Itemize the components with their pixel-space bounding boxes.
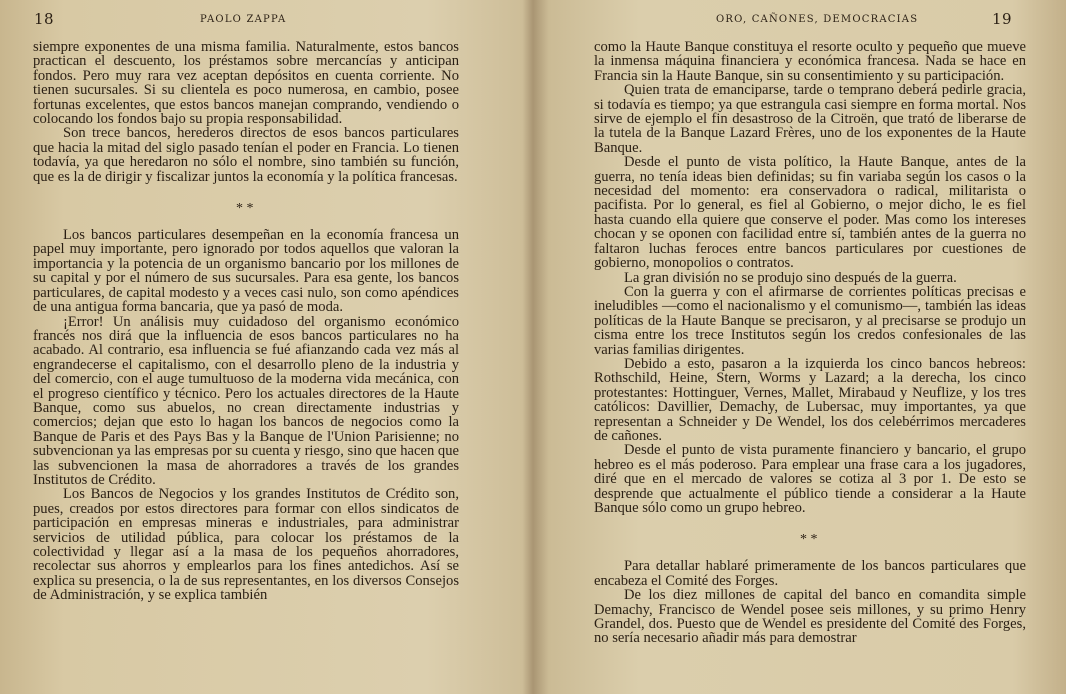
- paragraph: Los Bancos de Negocios y los grandes Institutos de Crédito son, pues, creados por estos directores para formar con ellos sindicatos de participación en empresas mineras e industriales, para administrar servicios de utilidad pública, para colocar los préstamos de la colectividad y llegar así a la masa de los pequeños ahorradores, recolectar sus ahorros y emplearlos para los fines antedichos. Así se explica su presencia, o la de sus representantes, en los diversos Consejos de Administración, y se explica también: [33, 486, 459, 604]
- right-page-body: [594, 40, 1026, 646]
- paragraph: Con la guerra y con el afirmarse de corrientes políticas precisas e ineludibles —como el nacionalismo y el comunismo—, también las ideas políticas de la Haute Banque se precisaron, y al precisarse se produjo un cisma entre los trece Institutos según los credos confesionales de las varias familias dirigentes.: [594, 283, 1026, 358]
- paragraph: Los bancos particulares desempeñan en la economía francesa un papel muy importante, pero ignorado por todos aquellos que valoran la importancia y la potencia de un organismo bancario por los millones de su capital y por el número de sus sucursales. Para esa gente, los bancos particulares, de capital modesto y a veces casi nulo, son como apéndices de una antigua forma bancaria, que ya pasó de moda.: [33, 227, 459, 316]
- paragraph: Desde el punto de vista político, la Haute Banque, antes de la guerra, no tenía ideas bien definidas; su fin variaba según los casos o la necesidad del momento: era conservadora o radical, militarista o pacifista. Por lo general, es fiel al Gobierno, o mejor dicho, le es fiel hasta cuando ella quiere que conserve el poder. Mas como los intereses chocan y se oponen con facilidad entre sí, también antes de la guerra no faltaron luchas feroces entre bancos particulares por cuestiones de gobierno, monopolios o contratos.: [594, 154, 1026, 272]
- paragraph: siempre exponentes de una misma familia. Naturalmente, estos bancos practican el descuento, los préstamos sobre mercancías y anticipan fondos. Pero muy rara vez aceptan depósitos en cuenta corriente. No tienen sucursales. Si su clientela es poco numerosa, en cambio, posee fortunas excelentes, que estos bancos manejan comprando, vendiendo o colocando los fondos bajo su propia responsabilidad.: [33, 39, 459, 128]
- separator-stars: * *: [800, 532, 818, 548]
- paragraph: La gran división no se produjo sino después de la guerra.: [624, 269, 957, 286]
- left-page-body: [33, 40, 459, 603]
- paragraph: De los diez millones de capital del banco en comandita simple Demachy, Francisco de Wendel posee seis millones, y su primo Henry Grandel, dos. Puesto que de Wendel es presidente del Comité des Forges, no sería necesario añadir más para demostrar: [594, 587, 1026, 647]
- left-page: [0, 0, 520, 694]
- running-head-left: PAOLO ZAPPA: [200, 14, 287, 25]
- paragraph: Debido a esto, pasaron a la izquierda los cinco bancos hebreos: Rothschild, Heine, Stern, Worms y Lazard; a la derecha, los cinco protestantes: Hottinguer, Vernes, Mallet, Mirabaud y Neuflize, y los tres católicos: Davillier, Demachy, de Lubersac, muy importantes, ya que representan a Schneider y De Wendel, los dos celebérrimos mercaderes de cañones.: [594, 355, 1026, 444]
- section-separator: [33, 184, 459, 228]
- paragraph: Son trece bancos, herederos directos de esos bancos particulares que hacia la mitad del siglo pasado tenían el poder en Francia. Lo tienen todavía, ya que heredaron no sólo el nombre, sino también su función, que es la de dirigir y fiscalizar juntos la economía y la política francesas.: [33, 125, 459, 185]
- paragraph: Para detallar hablaré primeramente de los bancos particulares que encabeza el Comité des Forges.: [594, 558, 1026, 589]
- paragraph: Desde el punto de vista puramente financiero y bancario, el grupo hebreo es el más poderoso. Para emplear una frase cara a los jugadores, diré que en el mercado de valores se cotiza al 3 por 1. De esto se desprende que actualmente el público tiende a considerar a la Haute Banque sólo como un grupo hebreo.: [594, 442, 1026, 516]
- paragraph: como la Haute Banque constituya el resorte oculto y pequeño que mueve la inmensa máquina financiera y económica francesa. Nada se hace en Francia sin la Haute Banque, sin su consentimiento y su participación.: [594, 39, 1026, 84]
- separator-stars: * *: [236, 201, 254, 217]
- page-number-right: 19: [992, 10, 1013, 28]
- section-separator: [594, 515, 1026, 559]
- paragraph: Quien trata de emanciparse, tarde o temprano deberá pedirle gracia, si todavía es tiempo; ya que estrangula casi siempre en forma mortal. Nos sirve de ejemplo el fin desastroso de la Citroën, que trató de liberarse de la tutela de la Banque Lazard Frères, uno de los exponentes de la Haute Banque.: [594, 82, 1026, 156]
- page-number-left: 18: [34, 10, 55, 28]
- running-head-right: ORO, CAÑONES, DEMOCRACIAS: [716, 14, 919, 25]
- right-page: [548, 0, 1066, 694]
- paragraph: ¡Error! Un análisis muy cuidadoso del organismo económico francés nos dirá que la influencia de esos bancos particulares no ha acabado. Al contrario, esa influencia se fué afianzando cada vez más al engrandecerse el capitalismo, con el desarrollo pleno de la industria y del comercio, con el auge tumultuoso de la moderna vida mecánica, con el progreso científico y técnico. Pero los actuales directores de la Haute Banque, como sus abuelos, no crean directamente industrias y comercios; dejan que esto lo hagan los bancos de negocios como la Banque de Paris et des Pays Bas y la Banque de l'Union Parisienne; no subvencionan ya las empresas por su cuenta y riesgo, sino que hacen que las subvencionen la masa de ahorradores a través de los grandes Institutos de Crédito.: [33, 313, 459, 488]
